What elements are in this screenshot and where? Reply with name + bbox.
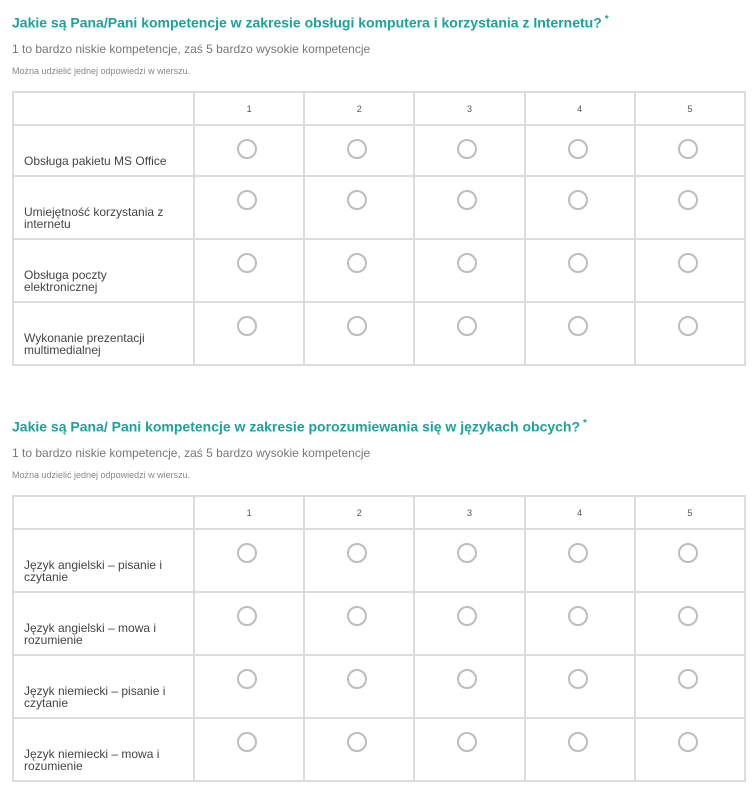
column-header: 2 <box>304 496 414 529</box>
radio-option[interactable] <box>237 139 257 159</box>
row-label: Język niemiecki – pisanie i czytanie <box>13 655 194 718</box>
radio-option[interactable] <box>457 316 477 336</box>
radio-option[interactable] <box>568 190 588 210</box>
radio-option[interactable] <box>678 543 698 563</box>
column-header: 2 <box>304 92 414 125</box>
column-header: 4 <box>525 496 635 529</box>
column-header: 5 <box>635 496 745 529</box>
rating-grid <box>12 91 746 366</box>
column-header: 1 <box>194 496 304 529</box>
row-label: Język angielski – mowa i rozumienie <box>13 592 194 655</box>
radio-option[interactable] <box>457 190 477 210</box>
radio-option[interactable] <box>347 139 367 159</box>
radio-option[interactable] <box>678 732 698 752</box>
grid-row <box>13 655 745 718</box>
row-label: Umiejętność korzystania z internetu <box>13 176 194 239</box>
row-label: Obsługa poczty elektronicznej <box>13 239 194 302</box>
row-label: Wykonanie prezentacji multimedialnej <box>13 302 194 365</box>
grid-row <box>13 176 745 239</box>
grid-row <box>13 302 745 365</box>
radio-option[interactable] <box>347 190 367 210</box>
radio-option[interactable] <box>237 669 257 689</box>
radio-option[interactable] <box>457 606 477 626</box>
required-mark: * <box>583 418 587 429</box>
column-header: 5 <box>635 92 745 125</box>
grid-row <box>13 125 745 176</box>
row-label: Obsługa pakietu MS Office <box>13 125 194 176</box>
question-computer-skills <box>12 10 746 357</box>
radio-option[interactable] <box>457 543 477 563</box>
question-subtitle: 1 to bardzo niskie kompetencje, zaś 5 bardzo wysokie kompetencje <box>12 445 371 460</box>
row-label: Język angielski – pisanie i czytanie <box>13 529 194 592</box>
radio-option[interactable] <box>568 139 588 159</box>
radio-option[interactable] <box>568 606 588 626</box>
column-header: 4 <box>525 92 635 125</box>
radio-option[interactable] <box>457 732 477 752</box>
radio-option[interactable] <box>678 190 698 210</box>
radio-option[interactable] <box>347 316 367 336</box>
grid-row <box>13 529 745 592</box>
question-title: Jakie są Pana/Pani kompetencje w zakresie obsługi komputera i korzystania z Internetu? * <box>12 14 609 31</box>
radio-option[interactable] <box>237 253 257 273</box>
radio-option[interactable] <box>237 543 257 563</box>
required-mark: * <box>604 14 609 25</box>
radio-option[interactable] <box>457 139 477 159</box>
radio-option[interactable] <box>678 316 698 336</box>
radio-option[interactable] <box>347 543 367 563</box>
radio-option[interactable] <box>347 669 367 689</box>
radio-option[interactable] <box>568 253 588 273</box>
radio-option[interactable] <box>237 732 257 752</box>
radio-option[interactable] <box>457 253 477 273</box>
radio-option[interactable] <box>347 253 367 273</box>
grid-row <box>13 239 745 302</box>
radio-option[interactable] <box>568 732 588 752</box>
question-language-skills <box>12 414 746 773</box>
column-header: 3 <box>414 92 524 125</box>
grid-row <box>13 592 745 655</box>
radio-option[interactable] <box>237 316 257 336</box>
row-label: Język niemiecki – mowa i rozumienie <box>13 718 194 781</box>
rating-grid <box>12 495 746 782</box>
column-header: 1 <box>194 92 304 125</box>
radio-option[interactable] <box>678 669 698 689</box>
grid-header-row <box>13 496 745 529</box>
radio-option[interactable] <box>237 606 257 626</box>
grid-header-row <box>13 92 745 125</box>
radio-option[interactable] <box>457 669 477 689</box>
radio-option[interactable] <box>568 669 588 689</box>
column-header: 3 <box>414 496 524 529</box>
grid-row <box>13 718 745 781</box>
grid-corner <box>13 92 194 125</box>
radio-option[interactable] <box>568 316 588 336</box>
question-subtitle: 1 to bardzo niskie kompetencje, zaś 5 bardzo wysokie kompetencje <box>12 41 371 56</box>
radio-option[interactable] <box>678 606 698 626</box>
radio-option[interactable] <box>347 732 367 752</box>
radio-option[interactable] <box>678 253 698 273</box>
radio-option[interactable] <box>568 543 588 563</box>
question-hint: Można udzielić jednej odpowiedzi w wierszu. <box>12 469 191 480</box>
radio-option[interactable] <box>347 606 367 626</box>
radio-option[interactable] <box>237 190 257 210</box>
question-title: Jakie są Pana/ Pani kompetencje w zakresie porozumiewania się w językach obcych? * <box>12 418 587 435</box>
question-hint: Można udzielić jednej odpowiedzi w wierszu. <box>12 65 191 76</box>
grid-corner <box>13 496 194 529</box>
radio-option[interactable] <box>678 139 698 159</box>
